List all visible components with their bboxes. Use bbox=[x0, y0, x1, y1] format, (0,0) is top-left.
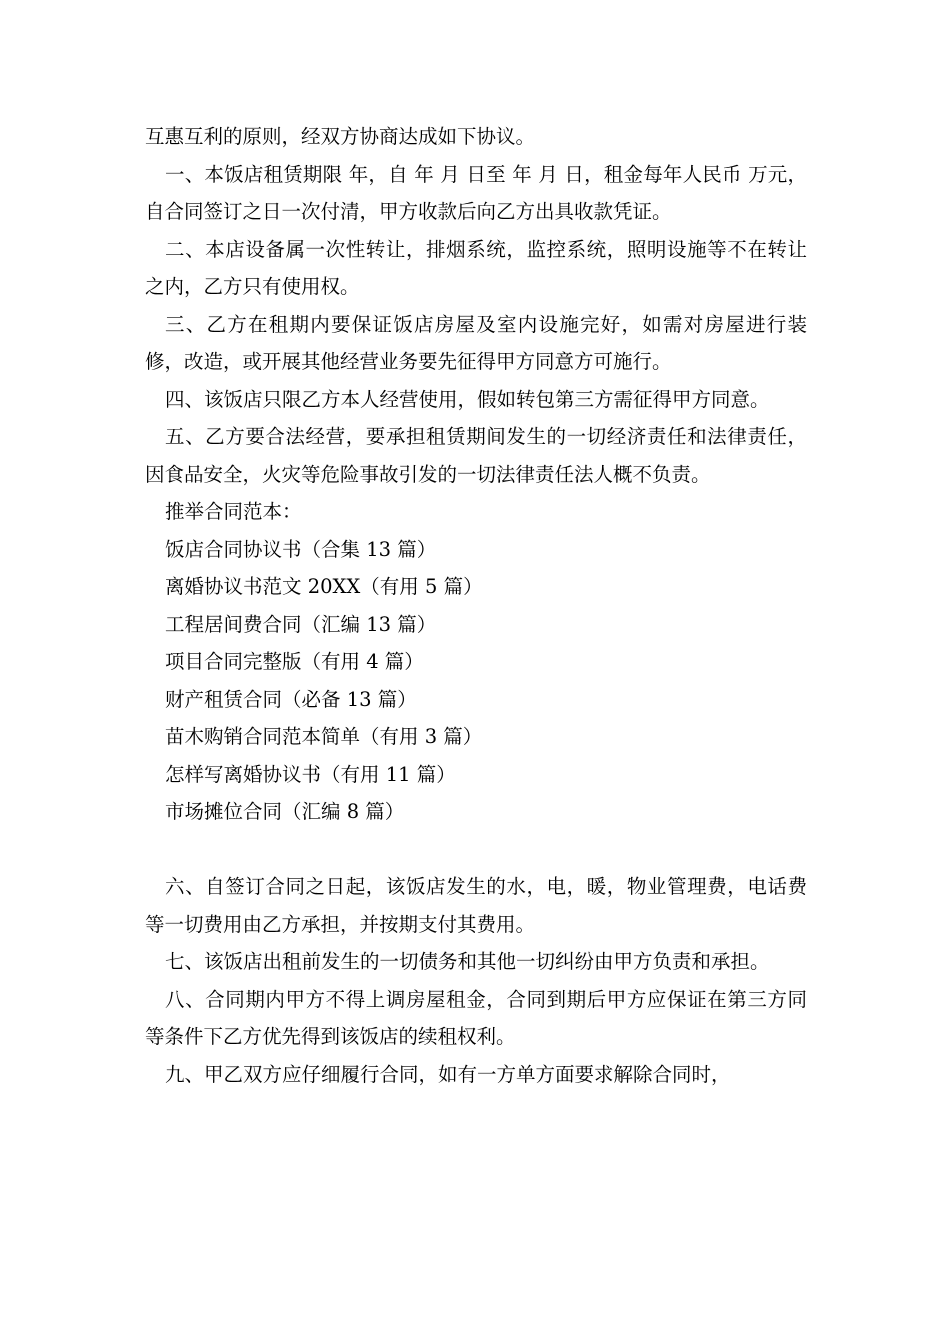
paragraph-intro-tail: 互惠互利的原则，经双方协商达成如下协议。 bbox=[145, 125, 536, 148]
recommendation-link-6[interactable]: 苗木购销合同范本简单（有用 3 篇） bbox=[165, 725, 483, 748]
paragraph-clause-9: 九、甲乙双方应仔细履行合同，如有一方单方面要求解除合同时， bbox=[165, 1062, 731, 1086]
paragraph-clause-1: 一、本饭店租赁期限 年，自 年 月 日至 年 月 日，租金每年人民币 万元，自合同签订之日一次付清，甲方收款后向乙方出具收款凭证。 bbox=[145, 162, 807, 223]
recommendations-title: 推举合同范本： bbox=[165, 500, 302, 523]
paragraph-clause-8: 八、合同期内甲方不得上调房屋租金，合同到期后甲方应保证在第三方同等条件下乙方优先得到该饭店的续租权利。 bbox=[145, 987, 807, 1048]
recommendation-link-4[interactable]: 项目合同完整版（有用 4 篇） bbox=[165, 650, 424, 673]
paragraph-clause-7: 七、该饭店出租前发生的一切债务和其他一切纠纷由甲方负责和承担。 bbox=[165, 950, 770, 973]
recommendation-link-8[interactable]: 市场摊位合同（汇编 8 篇） bbox=[165, 800, 405, 823]
recommendation-link-1[interactable]: 饭店合同协议书（合集 13 篇） bbox=[165, 537, 437, 561]
recommendation-link-2[interactable]: 离婚协议书范文 20XX（有用 5 篇） bbox=[165, 575, 483, 598]
recommendation-link-5[interactable]: 财产租赁合同（必备 13 篇） bbox=[165, 687, 417, 711]
paragraph-clause-2: 二、本店设备属一次性转让，排烟系统，监控系统，照明设施等不在转让之内，乙方只有使用权。 bbox=[145, 237, 807, 298]
recommendation-link-7[interactable]: 怎样写离婚协议书（有用 11 篇） bbox=[165, 762, 456, 786]
blank-line bbox=[145, 831, 807, 869]
document-body bbox=[145, 118, 807, 1093]
paragraph-clause-5: 五、乙方要合法经营，要承担租赁期间发生的一切经济责任和法律责任，因食品安全，火灾等危险事故引发的一切法律责任法人概不负责。 bbox=[145, 425, 807, 486]
paragraph-clause-3: 三、乙方在租期内要保证饭店房屋及室内设施完好，如需对房屋进行装修，改造，或开展其他经营业务要先征得甲方同意方可施行。 bbox=[145, 312, 807, 373]
recommendation-link-3[interactable]: 工程居间费合同（汇编 13 篇） bbox=[165, 612, 437, 636]
paragraph-clause-4: 四、该饭店只限乙方本人经营使用，假如转包第三方需征得甲方同意。 bbox=[165, 387, 770, 411]
paragraph-clause-6: 六、自签订合同之日起，该饭店发生的水，电，暖，物业管理费，电话费等一切费用由乙方承担，并按期支付其费用。 bbox=[145, 875, 807, 936]
